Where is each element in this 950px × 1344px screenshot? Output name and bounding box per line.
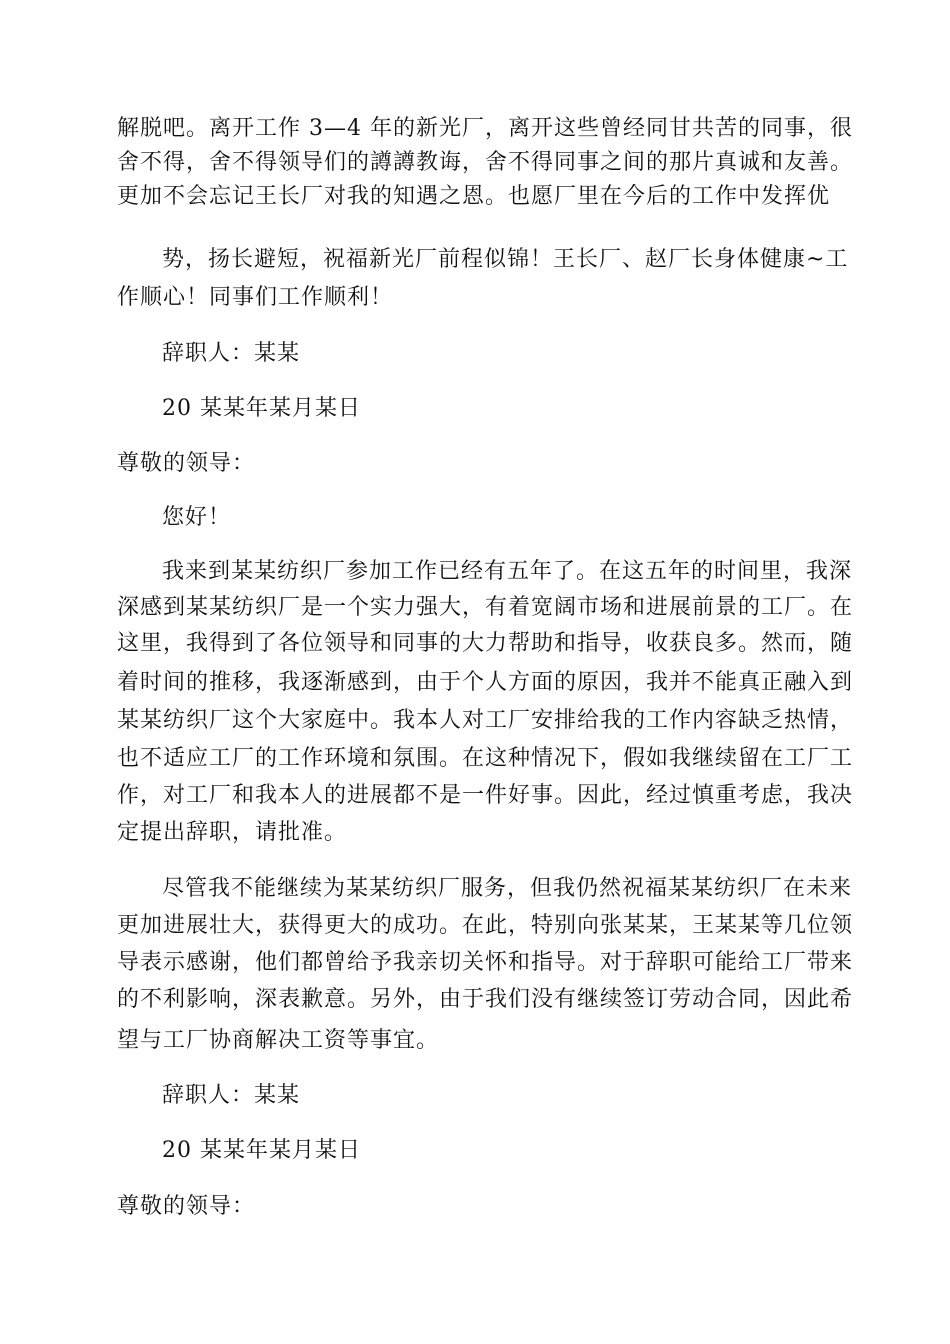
text-line: 作顺心！同事们工作顺利！ <box>117 285 394 310</box>
text-line: 更加进展壮大，获得更大的成功。在此，特别向张某某，王某某等几位领 <box>117 913 854 938</box>
date-line: 20 某某年某月某日 <box>162 396 361 421</box>
text-line: 导表示感谢，他们都曾给予我亲切关怀和指导。对于辞职可能给工厂带来 <box>117 950 854 975</box>
signature-line: 辞职人：某某 <box>162 1083 301 1108</box>
text-line: 势，扬长避短，祝福新光厂前程似锦！王长厂、赵厂长身体健康~工 <box>162 247 849 272</box>
greeting: 您好！ <box>162 505 232 530</box>
text-line: 深感到某某纺织厂是一个实力强大，有着宽阔市场和进展前景的工厂。在 <box>117 595 854 620</box>
salutation: 尊敬的领导： <box>117 1194 256 1219</box>
text-line: 更加不会忘记王长厂对我的知遇之恩。也愿厂里在今后的工作中发挥优 <box>117 184 831 209</box>
text-line: 望与工厂协商解决工资等事宜。 <box>117 1028 440 1053</box>
text-line: 某某纺织厂这个大家庭中。我本人对工厂安排给我的工作内容缺乏热情， <box>117 708 854 733</box>
text-line: 定提出辞职，请批准。 <box>117 820 348 845</box>
salutation: 尊敬的领导： <box>117 451 256 476</box>
text-line: 这里，我得到了各位领导和同事的大力帮助和指导，收获良多。然而，随 <box>117 631 854 656</box>
text-line: 舍不得，舍不得领导们的譐譐教诲，舍不得同事之间的那片真诚和友善。 <box>117 150 854 175</box>
text-line: 解脱吧。离开工作 3—4 年的新光厂，离开这些曾经同甘共苦的同事，很 <box>117 116 853 141</box>
date-line: 20 某某年某月某日 <box>162 1138 361 1163</box>
text-line: 着时间的推移，我逐渐感到，由于个人方面的原因，我并不能真正融入到 <box>117 670 854 695</box>
text-line: 尽管我不能继续为某某纺织厂服务，但我仍然祝福某某纺织厂在未来 <box>162 876 853 901</box>
text-line: 的不利影响，深表歉意。另外，由于我们没有继续签订劳动合同，因此希 <box>117 987 854 1012</box>
signature-line: 辞职人：某某 <box>162 341 301 366</box>
text-line: 我来到某某纺织厂参加工作已经有五年了。在这五年的时间里，我深 <box>162 559 853 584</box>
text-line: 作，对工厂和我本人的进展都不是一件好事。因此，经过慎重考虑，我决 <box>117 783 854 808</box>
text-line: 也不适应工厂的工作环境和氛围。在这种情况下，假如我继续留在工厂工 <box>117 746 854 771</box>
